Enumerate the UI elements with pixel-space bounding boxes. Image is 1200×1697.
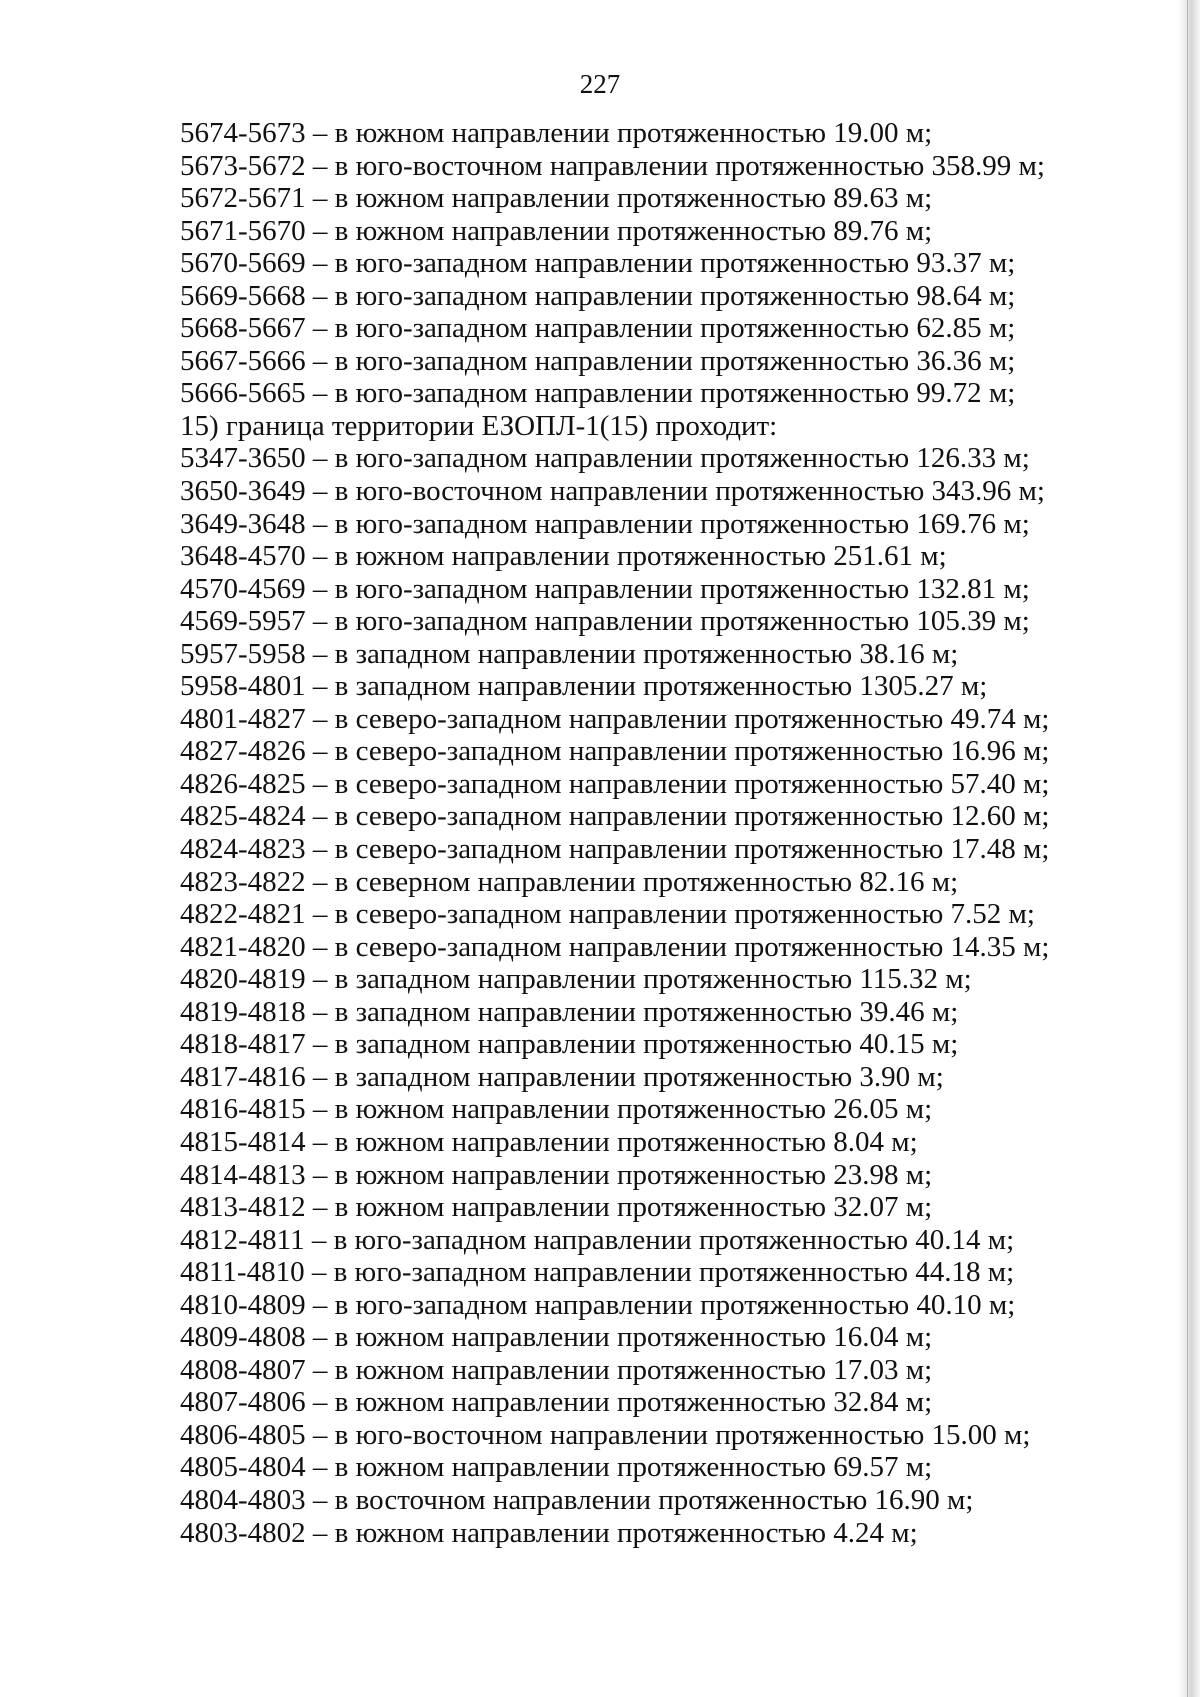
boundary-description-list bbox=[180, 117, 1140, 1549]
text-line: 4819-4818 – в западном направлении протяженностью 39.46 м; bbox=[180, 995, 959, 1028]
text-line: 4570-4569 – в юго-западном направлении протяженностью 132.81 м; bbox=[180, 572, 1030, 605]
text-line: 4813-4812 – в южном направлении протяженностью 32.07 м; bbox=[180, 1191, 933, 1224]
text-line: 3650-3649 – в юго-восточном направлении протяженностью 343.96 м; bbox=[180, 475, 1045, 508]
text-line: 5347-3650 – в юго-западном направлении протяженностью 126.33 м; bbox=[180, 442, 1030, 475]
text-line: 4827-4826 – в северо-западном направлении протяженностью 16.96 м; bbox=[180, 735, 1050, 768]
text-line: 4814-4813 – в южном направлении протяженностью 23.98 м; bbox=[180, 1158, 933, 1191]
scan-page-edge-line bbox=[1187, 0, 1188, 1697]
text-line: 4805-4804 – в южном направлении протяженностью 69.57 м; bbox=[180, 1451, 933, 1484]
text-line: 4817-4816 – в западном направлении протяженностью 3.90 м; bbox=[180, 1060, 944, 1093]
text-line: 4803-4802 – в южном направлении протяженностью 4.24 м; bbox=[180, 1516, 918, 1549]
text-line: 4824-4823 – в северо-западном направлении протяженностью 17.48 м; bbox=[180, 833, 1050, 866]
text-line: 4812-4811 – в юго-западном направлении протяженностью 40.14 м; bbox=[180, 1223, 1015, 1256]
text-line: 3649-3648 – в юго-западном направлении протяженностью 169.76 м; bbox=[180, 507, 1030, 540]
scan-page-edge bbox=[1178, 0, 1200, 1697]
text-line: 4811-4810 – в юго-западном направлении протяженностью 44.18 м; bbox=[180, 1256, 1015, 1289]
text-line: 4807-4806 – в южном направлении протяженностью 32.84 м; bbox=[180, 1386, 933, 1419]
text-line: 5957-5958 – в западном направлении протяженностью 38.16 м; bbox=[180, 637, 959, 670]
text-line: 4823-4822 – в северном направлении протяженностью 82.16 м; bbox=[180, 865, 959, 898]
text-line: 4826-4825 – в северо-западном направлении протяженностью 57.40 м; bbox=[180, 767, 1050, 800]
text-line: 5958-4801 – в западном направлении протяженностью 1305.27 м; bbox=[180, 670, 988, 703]
text-line: 4808-4807 – в южном направлении протяженностью 17.03 м; bbox=[180, 1353, 933, 1386]
text-line: 4569-5957 – в юго-западном направлении протяженностью 105.39 м; bbox=[180, 605, 1030, 638]
text-line: 4815-4814 – в южном направлении протяженностью 8.04 м; bbox=[180, 1125, 918, 1158]
text-line: 4810-4809 – в юго-западном направлении протяженностью 40.10 м; bbox=[180, 1288, 1016, 1321]
page-number: 227 bbox=[579, 69, 621, 99]
text-line: 5672-5671 – в южном направлении протяженностью 89.63 м; bbox=[180, 182, 933, 215]
text-line: 4801-4827 – в северо-западном направлении протяженностью 49.74 м; bbox=[180, 702, 1050, 735]
text-line: 3648-4570 – в южном направлении протяженностью 251.61 м; bbox=[180, 540, 947, 573]
text-line: 5670-5669 – в юго-западном направлении протяженностью 93.37 м; bbox=[180, 247, 1016, 280]
text-line: 4820-4819 – в западном направлении протяженностью 115.32 м; bbox=[180, 963, 972, 996]
text-line: 4816-4815 – в южном направлении протяженностью 26.05 м; bbox=[180, 1093, 933, 1126]
text-line: 5673-5672 – в юго-восточном направлении протяженностью 358.99 м; bbox=[180, 149, 1045, 182]
text-line: 15) граница территории ЕЗОПЛ-1(15) проходит: bbox=[180, 409, 778, 442]
text-line: 5671-5670 – в южном направлении протяженностью 89.76 м; bbox=[180, 214, 933, 247]
text-line: 4825-4824 – в северо-западном направлении протяженностью 12.60 м; bbox=[180, 800, 1050, 833]
text-line: 5667-5666 – в юго-западном направлении протяженностью 36.36 м; bbox=[180, 344, 1016, 377]
text-line: 4822-4821 – в северо-западном направлении протяженностью 7.52 м; bbox=[180, 898, 1035, 931]
text-line: 5669-5668 – в юго-западном направлении протяженностью 98.64 м; bbox=[180, 279, 1016, 312]
text-line: 4806-4805 – в юго-восточном направлении протяженностью 15.00 м; bbox=[180, 1418, 1031, 1451]
text-line: 4818-4817 – в западном направлении протяженностью 40.15 м; bbox=[180, 1028, 959, 1061]
text-line: 4821-4820 – в северо-западном направлении протяженностью 14.35 м; bbox=[180, 930, 1050, 963]
text-line: 4809-4808 – в южном направлении протяженностью 16.04 м; bbox=[180, 1321, 933, 1354]
text-line: 5668-5667 – в юго-западном направлении протяженностью 62.85 м; bbox=[180, 312, 1016, 345]
text-line: 5674-5673 – в южном направлении протяженностью 19.00 м; bbox=[180, 117, 933, 149]
text-line: 5666-5665 – в юго-западном направлении протяженностью 99.72 м; bbox=[180, 377, 1016, 410]
text-line: 4804-4803 – в восточном направлении протяженностью 16.90 м; bbox=[180, 1483, 974, 1516]
